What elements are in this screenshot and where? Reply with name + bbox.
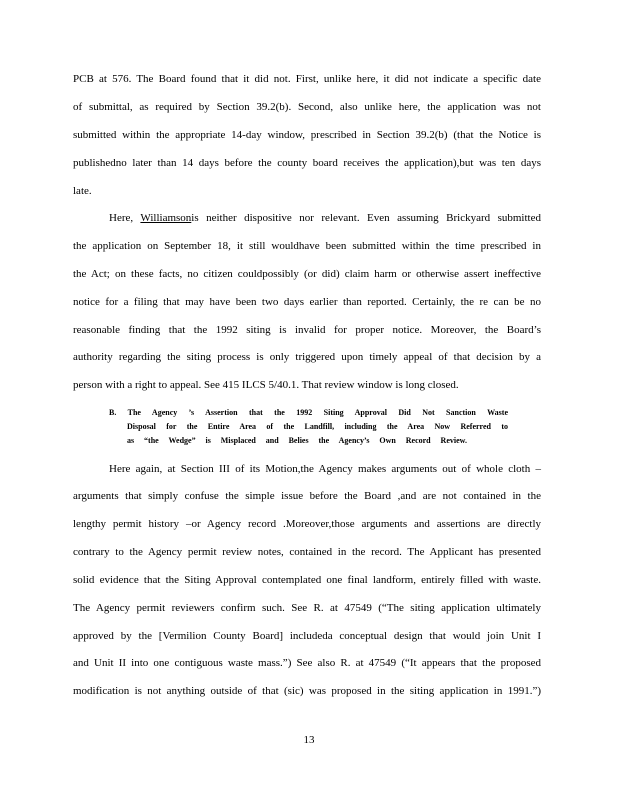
- heading-line: as “the Wedge” is Misplaced and Belies the Agency’s Own Record Review.: [127, 436, 467, 445]
- page-number: 13: [303, 734, 315, 746]
- paragraph-line: of submittal, as required by Section 39.2(b). Second, also unlike here, the application was not: [73, 101, 541, 113]
- paragraph-line: late.: [73, 185, 92, 197]
- paragraph-line: Here again, at Section III of its Motion,the Agency makes arguments out of whole cloth –: [109, 463, 541, 475]
- paragraph-line: arguments that simply confuse the simple issue before the Board ,and are not contained in the: [73, 490, 541, 502]
- paragraph-line: The Agency permit reviewers confirm such. See R. at 47549 (“The siting application ultimately: [73, 602, 541, 614]
- paragraph-line: authority regarding the siting process is only triggered upon timely appeal of that decision by a: [73, 351, 541, 363]
- paragraph-line: reasonable finding that the 1992 siting is invalid for proper notice. Moreover, the Board’s: [73, 324, 541, 336]
- paragraph-line: solid evidence that the Siting Approval contemplated one final landform, entirely filled with waste.: [73, 574, 541, 586]
- line-prefix: Here,: [109, 212, 141, 224]
- paragraph-line: and Unit II into one contiguous waste mass.”) See also R. at 47549 (“It appears that the proposed: [73, 657, 541, 669]
- paragraph-line: lengthy permit history –or Agency record .Moreover,those arguments and assertions are directly: [73, 518, 541, 530]
- paragraph-line: the application on September 18, it still wouldhave been submitted within the time prescribed in: [73, 240, 541, 252]
- paragraph-line: PCB at 576. The Board found that it did not. First, unlike here, it did not indicate a specific date: [73, 73, 541, 85]
- paragraph-line: the Act; on these facts, no citizen couldpossibly (or did) claim harm or otherwise assert ineffective: [73, 268, 541, 280]
- heading-line: B. The Agency ’s Assertion that the 1992 Siting Approval Did Not Sanction Waste: [109, 408, 508, 417]
- paragraph-line: notice for a filing that may have been two days earlier than reported. Certainly, the re can be no: [73, 296, 541, 308]
- paragraph-line: [109, 211, 541, 225]
- line-suffix: is neither dispositive nor relevant. Even assuming Brickyard submitted: [191, 212, 541, 224]
- paragraph-line: contrary to the Agency permit review notes, contained in the record. The Applicant has presented: [73, 546, 541, 558]
- paragraph-line: publishedno later than 14 days before the county board receives the application),but was ten days: [73, 157, 541, 169]
- case-name-williamson: Williamson: [140, 212, 192, 224]
- heading-line: Disposal for the Entire Area of the Landfill, including the Area Now Referred to: [127, 422, 508, 431]
- paragraph-line: modification is not anything outside of that (sic) was proposed in the siting application in 1991.”): [73, 685, 541, 697]
- paragraph-line: submitted within the appropriate 14-day window, prescribed in Section 39.2(b) (that the Notice is: [73, 129, 541, 141]
- paragraph-line: approved by the [Vermilion County Board] includeda conceptual design that would join Unit I: [73, 630, 541, 642]
- paragraph-line: person with a right to appeal. See 415 ILCS 5/40.1. That review window is long closed.: [73, 379, 459, 391]
